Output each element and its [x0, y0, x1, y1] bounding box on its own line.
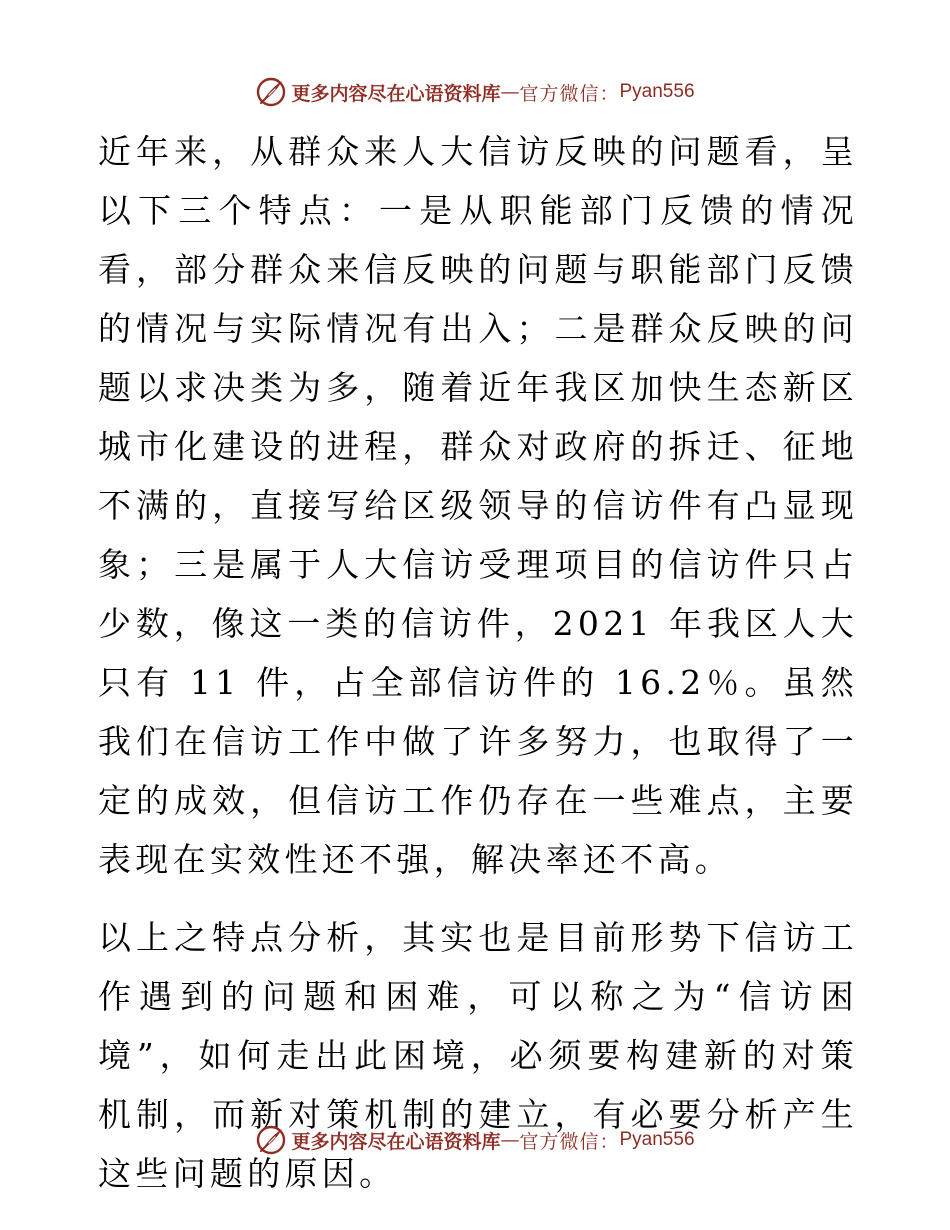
watermark-main-text: 更多内容尽在心语资料库	[291, 82, 501, 105]
header-watermark-banner	[0, 72, 950, 112]
watermark-official-label: 官方微信：	[519, 1130, 620, 1153]
watermark-wechat-id: Pyan556	[619, 81, 695, 102]
paragraph-1: 近年来，从群众来人大信访反映的问题看，呈以下三个特点：一是从职能部门反馈的情况看，部分群众来信反映的问题与职能部门反馈的情况与实际情况有出入；二是群众反映的问题以求决类为多，随着近年我区加快生态新区城市化建设的进程，群众对政府的拆迁、征地不满的，直接写给区级领导的信访件有凸显现象；三是属于人大信访受理项目的信访件只占少数，像这一类的信访件，2021 年我区人大只有 11 件，占全部信访件的 16.2％。虽然我们在信访工作中做了许多努力，也取得了一定的成效，但信访工作仍存在一些难点，主要表现在实效性还不强，解决率还不高。	[98, 132, 858, 879]
paragraph-2: 以上之特点分析，其实也是目前形势下信访工作遇到的问题和困难，可以称之为“信访困境”，如何走出此困境，必须要构建新的对策机制，而新对策机制的建立，有必要分析产生这些问题的原因。	[98, 918, 858, 1193]
watermark-dash: —	[500, 1129, 520, 1151]
watermark-wechat-id: Pyan556	[619, 1129, 695, 1150]
document-body	[98, 122, 858, 1203]
feather-pen-logo-icon	[255, 76, 287, 108]
footer-watermark-banner	[0, 1120, 950, 1160]
watermark-main-text: 更多内容尽在心语资料库	[291, 1130, 501, 1153]
footer-watermark	[255, 1124, 694, 1156]
watermark-official-label: 官方微信：	[519, 82, 620, 105]
feather-pen-logo-icon	[255, 1124, 287, 1156]
watermark-dash: —	[500, 81, 520, 103]
header-watermark	[255, 76, 694, 108]
